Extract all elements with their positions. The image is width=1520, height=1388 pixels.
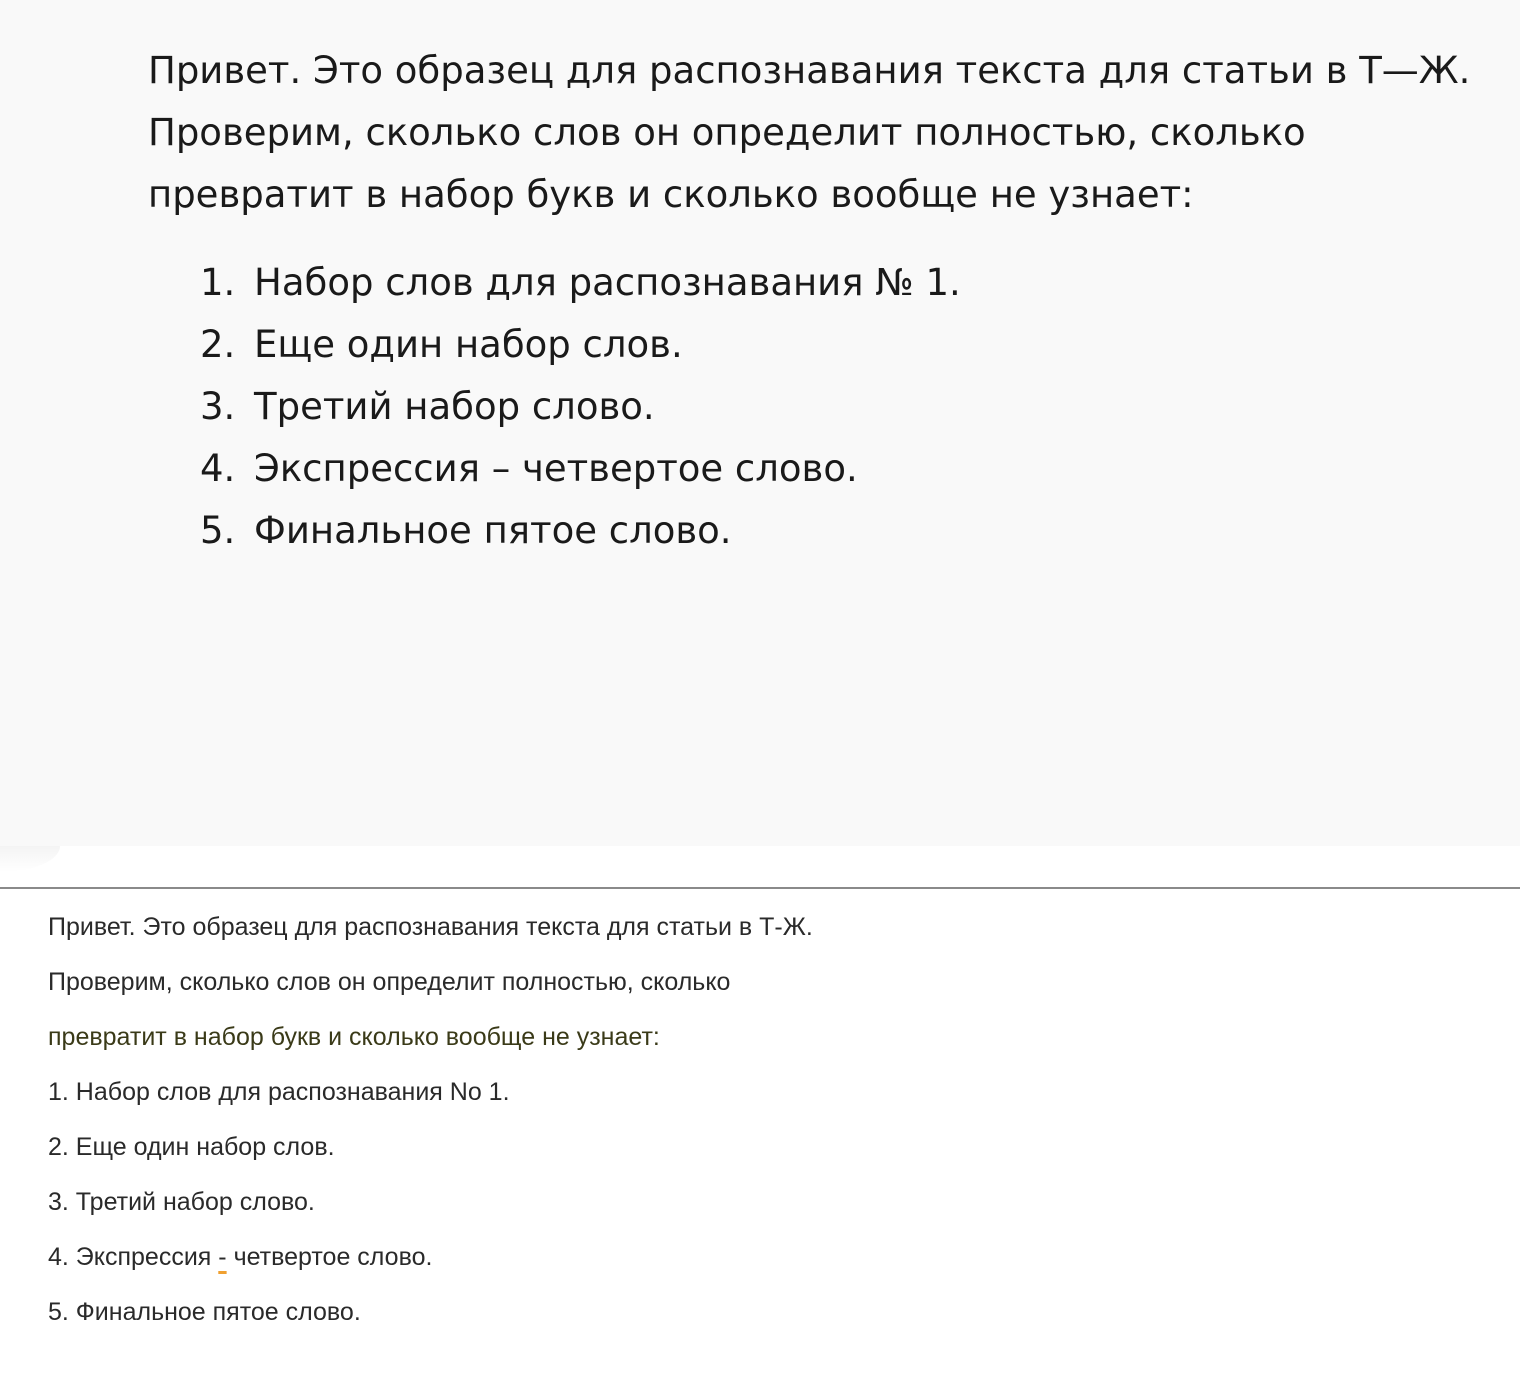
source-paragraph-line: Проверим, сколько слов он определит полностью, сколько (148, 111, 1306, 154)
list-text: Финальное пятое слово. (254, 509, 732, 552)
panel-corner-shadow (0, 846, 60, 872)
source-paragraph (148, 40, 1508, 226)
recognized-line[interactable]: Проверим, сколько слов он определит полностью, сколько (48, 968, 731, 996)
recognized-line-text: 4. Экспрессия (48, 1243, 212, 1271)
flagged-dash-underline[interactable]: - (218, 1243, 227, 1271)
list-number: 1. (200, 261, 236, 304)
recognized-line[interactable]: превратит в набор букв и сколько вообще не узнает: (48, 1023, 660, 1051)
list-number: 3. (200, 385, 236, 428)
list-text: Набор слов для распознавания № 1. (254, 261, 961, 304)
recognized-line[interactable]: Привет. Это образец для распознавания текста для статьи в Т-Ж. (48, 913, 813, 941)
list-number: 5. (200, 509, 236, 552)
list-text: Экспрессия – четвертое слово. (254, 447, 858, 490)
recognized-line[interactable]: 5. Финальное пятое слово. (48, 1298, 361, 1326)
recognized-line[interactable] (48, 1241, 432, 1273)
list-number: 2. (200, 323, 236, 366)
recognized-text-panel[interactable] (0, 889, 1520, 1388)
recognized-line-text: четвертое слово. (233, 1243, 433, 1271)
list-text: Еще один набор слов. (254, 323, 683, 366)
recognized-line[interactable]: 3. Третий набор слово. (48, 1188, 315, 1216)
list-number: 4. (200, 447, 236, 490)
recognized-line[interactable]: 1. Набор слов для распознавания No 1. (48, 1078, 510, 1106)
list-text: Третий набор слово. (254, 385, 655, 428)
source-paragraph-line: превратит в набор букв и сколько вообще не узнает: (148, 173, 1194, 216)
panel-edge (0, 846, 1520, 888)
source-paragraph-line: Привет. Это образец для распознавания текста для статьи в Т—Ж. (148, 49, 1471, 92)
recognized-line[interactable]: 2. Еще один набор слов. (48, 1133, 335, 1161)
